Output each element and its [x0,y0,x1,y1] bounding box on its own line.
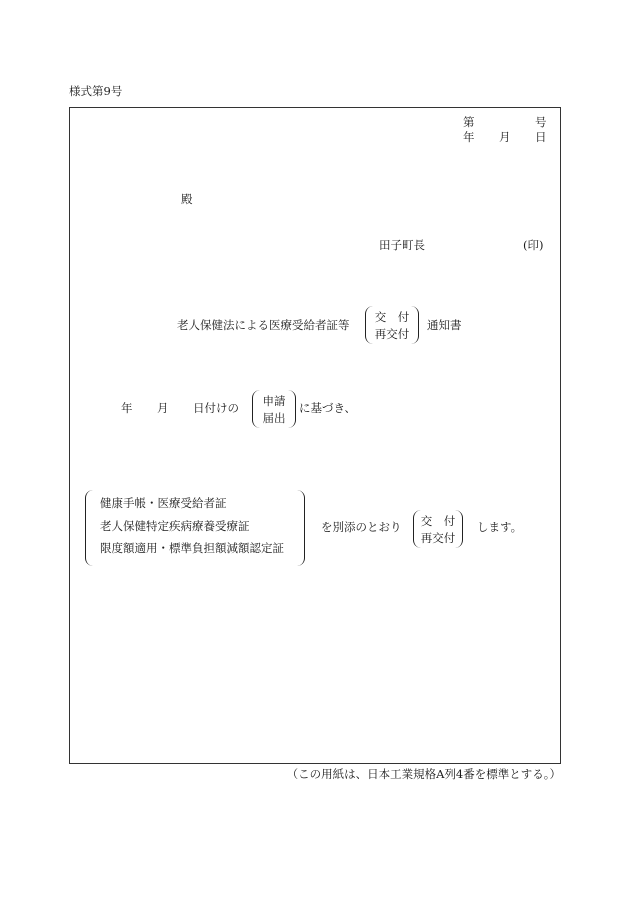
body-attached-text: を別添のとおり [321,520,402,534]
title-options-brace [365,306,419,344]
number-dai-label: 第 [463,115,475,129]
date-year-label: 年 [463,130,475,144]
form-frame [69,107,561,764]
paper-size-note: （この用紙は、日本工業規格A列4番を標準とする。） [286,767,561,781]
date-month-label: 月 [499,130,511,144]
body-closing: します。 [477,520,523,534]
body-year-label: 年 [121,401,133,415]
date-day-label: 日 [535,130,547,144]
title-option-reissue: 再交付 [374,326,410,341]
body-based-on: に基づき、 [299,401,357,415]
option-application: 申請 [262,394,286,408]
body-month-label: 月 [157,401,169,415]
title-option-issue: 交 付 [374,310,410,324]
option-notification: 届出 [262,410,286,425]
title-suffix: 通知書 [427,318,462,332]
issue-options-brace [413,510,463,548]
number-go-label: 号 [535,115,547,129]
issuer-seal: (印) [523,238,544,252]
title-prefix: 老人保健法による医療受給者証等 [177,318,350,332]
addressee-suffix: 殿 [181,192,193,206]
body-dated-label: 日付けの [193,401,239,415]
issuer-name: 田子町長 [379,238,425,252]
documents-brace [85,490,305,566]
document-limit-certificate: 限度額適用・標準負担額減額認定証 [100,541,284,555]
form-number: 様式第9号 [69,84,123,98]
application-options-brace [252,390,296,428]
document-specific-disease-certificate: 老人保健特定疾病療養受療証 [100,518,250,533]
issue-option-issue: 交 付 [420,514,456,528]
issue-option-reissue: 再交付 [420,530,456,545]
document-health-handbook: 健康手帳・医療受給者証 [100,496,227,510]
